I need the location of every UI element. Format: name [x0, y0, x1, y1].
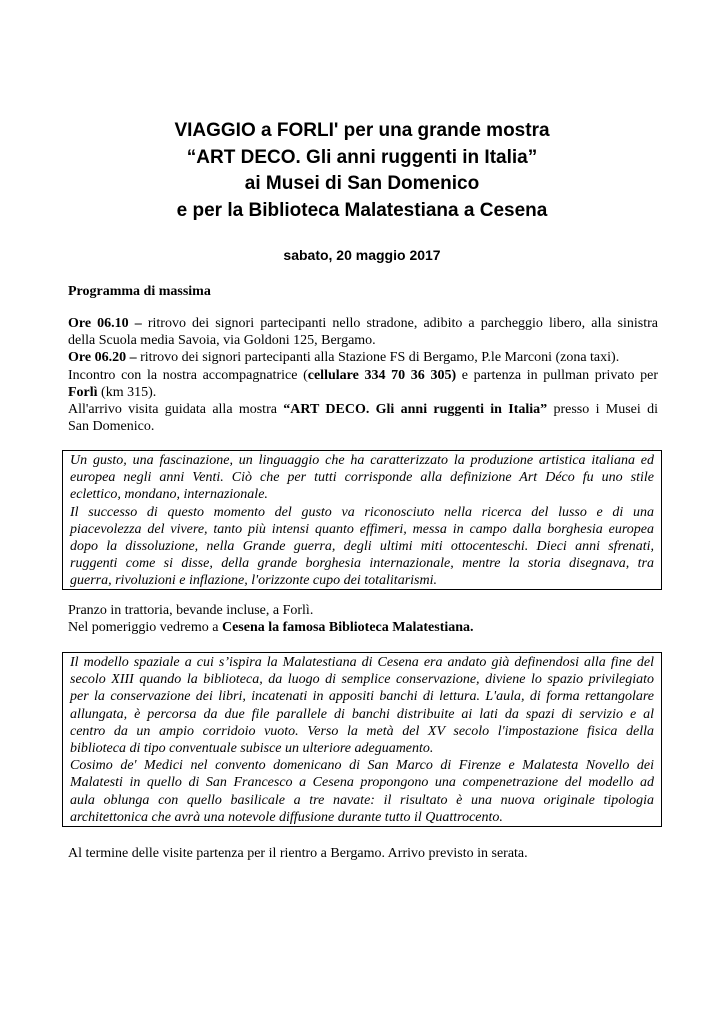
program-section [68, 315, 658, 435]
box2-line: Il modello spaziale a cui s’ispira la Malatestiana di Cesena era andato già definendosi alla fine del [70, 655, 654, 670]
box1-line: europea negli anni Venti. Ciò che per tutti corrisponde alla definizione Art Déco fu uno stile [70, 470, 654, 486]
guide-phone: cellulare 334 70 36 305) [307, 367, 457, 383]
box2-line: allungata, è percorsa da due file parallele di banchi distribuite ai lati da spazi di servizio e al [70, 706, 654, 722]
trip-date: sabato, 20 maggio 2017 [283, 247, 441, 263]
box2-line: Cosimo de' Medici nel convento domenicano di San Marco di Firenze e Malatesta Novello dei [70, 758, 654, 774]
closing-note: Al termine delle visite partenza per il rientro a Bergamo. Arrivo previsto in serata. [68, 846, 528, 861]
lunch-line-1: Pranzo in trattoria, bevande incluse, a Forlì. [68, 603, 314, 618]
program-line-1: Ore 06.10 – ritrovo dei signori partecipanti nello stradone, adibito a parcheggio libero, alla sinistra [68, 316, 658, 331]
box2-line: secolo XIII quando la biblioteca, da luogo di semplice conservazione, diviene lo spazio privilegiato [70, 672, 654, 688]
programma-heading: Programma di massima [68, 284, 211, 299]
lunch-line-2: Nel pomeriggio vedremo a Cesena la famosa Biblioteca Malatestiana. [68, 620, 474, 636]
box1-line: ruggenti come si disse, della grande borghesia internazionale, mentre la storia disegnava, tra [70, 556, 654, 572]
title-line-3: ai Musei di San Domenico [244, 173, 480, 194]
box2-line: per la conservazione dei libri, incatenati in appositi banchi di lettura. L'aula, di forma rettangolare [70, 689, 654, 705]
program-line-7: San Domenico. [68, 419, 155, 435]
malatestiana-description-box [62, 652, 662, 827]
box2-line: architettonica che avrà una notevole diffusione durante tutto il Quattrocento. [70, 809, 503, 825]
art-deco-description-box [62, 450, 662, 590]
title-line-1: VIAGGIO a FORLI' per una grande mostra [174, 120, 550, 141]
box2-line: aula oblunga con quello basilicale a tre navate: il risultato è una nuova originale tipologia [70, 792, 654, 808]
program-line-2: della Scuola media Savoia, via Goldoni 125, Bergamo. [68, 333, 376, 349]
lunch-section [68, 602, 658, 636]
box2-line: centro da un ampio corridoio vuoto. Verso la metà del XV secolo l'impostazione fisica della [70, 723, 654, 739]
title-line-2: “ART DECO. Gli anni ruggenti in Italia” [186, 146, 538, 168]
box1-line: Un gusto, una fascinazione, un linguaggio che ha caratterizzato la produzione artistica italiana ed [70, 453, 654, 468]
title-line-4: e per la Biblioteca Malatestiana a Cesena [176, 199, 548, 221]
program-line-4: Incontro con la nostra accompagnatrice (cellulare 334 70 36 305) e partenza in pullman privato per [68, 367, 658, 383]
departure-time-2: Ore 06.20 – [68, 350, 137, 366]
box1-line: eclettico, mondano, internazionale. [70, 487, 268, 503]
departure-time-1: Ore 06.10 – [68, 316, 142, 331]
box2-line: Malatesti in quello di San Francesco a Cesena propongono una compenetrazione del modello ad [70, 775, 654, 791]
document-title [60, 118, 664, 224]
program-line-6: All'arrivo visita guidata alla mostra “ART DECO. Gli anni ruggenti in Italia” presso i Musei di [68, 402, 658, 418]
library-name: Cesena la famosa Biblioteca Malatestiana. [221, 620, 474, 636]
program-line-3: Ore 06.20 – ritrovo dei signori partecipanti alla Stazione FS di Bergamo, P.le Marconi (zona taxi). [68, 350, 620, 366]
box1-line: piacevolezza del vivere, tanto più intensi quanto effimeri, messa in campo dalla borghesia europea [70, 521, 654, 537]
box1-line: Il successo di questo momento del gusto va riconosciuto nella ricerca del lusso e di una [70, 504, 654, 520]
box2-line: biblioteca di tipo conventuale subisce un ulteriore adeguamento. [70, 741, 434, 757]
exhibition-name: “ART DECO. Gli anni ruggenti in Italia” [283, 402, 548, 418]
box1-line: dopo la dissoluzione, nella Grande guerra, degli ultimi miti ottocenteschi. Dieci anni sfrenati, [70, 539, 654, 555]
program-line-5: Forlì (km 315). [68, 384, 157, 400]
box1-line: guerra, rivoluzioni e inflazione, l'orizzonte cupo dei totalitarismi. [70, 573, 437, 589]
